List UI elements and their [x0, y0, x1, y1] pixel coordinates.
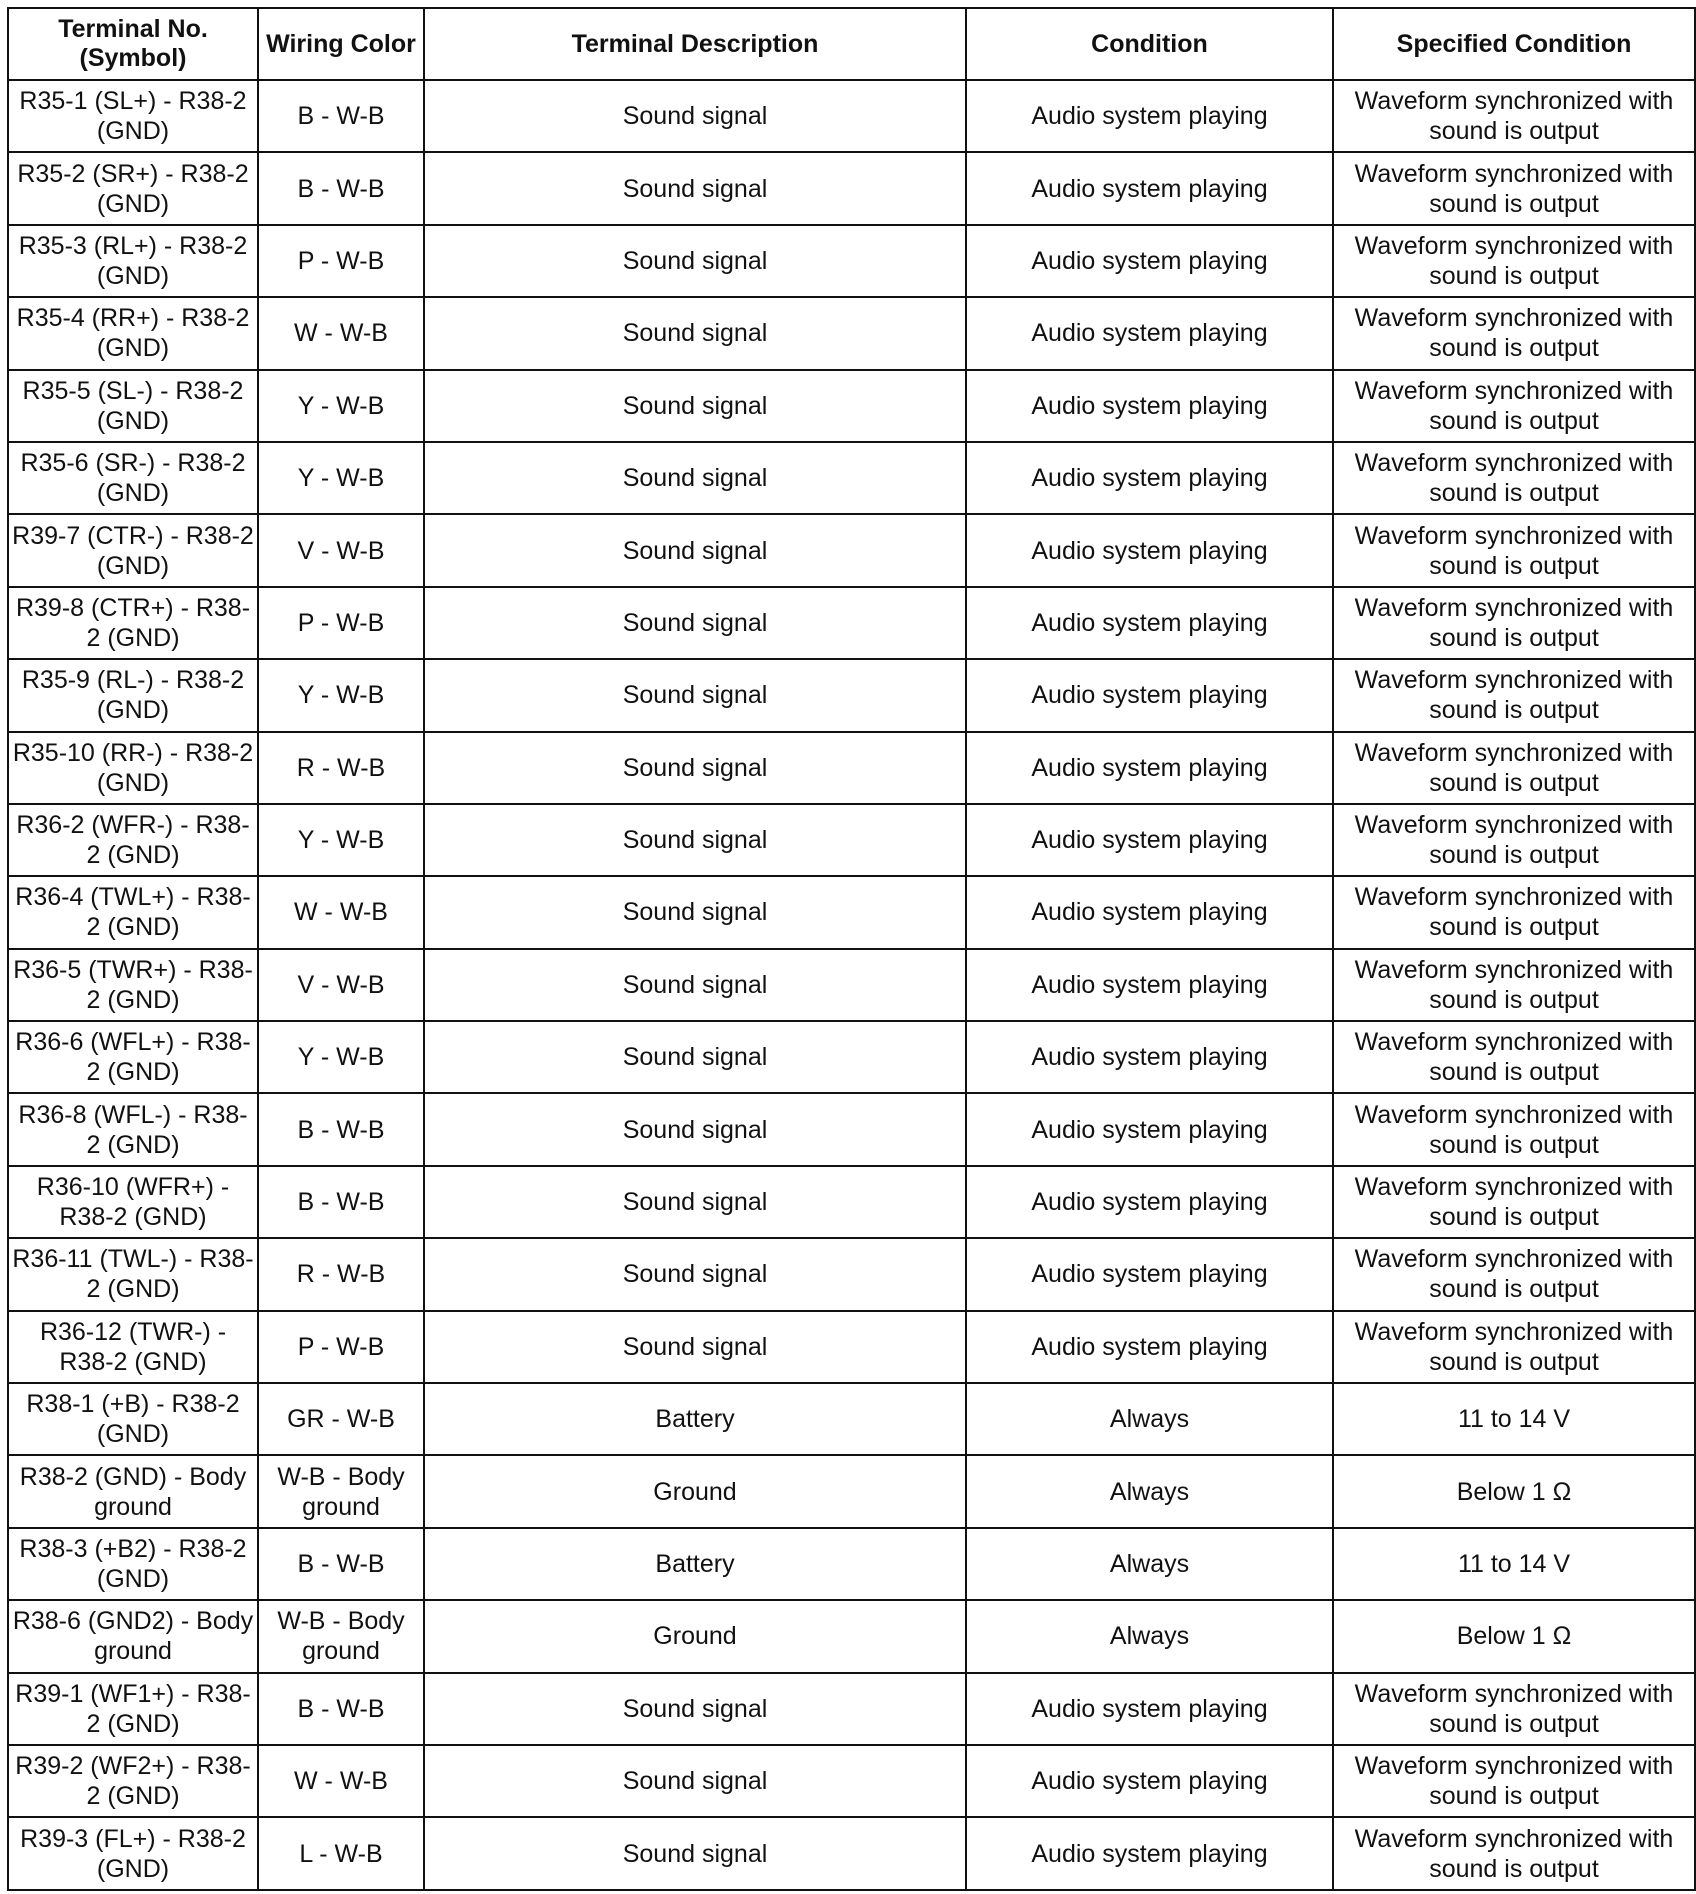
- specified-condition-cell: Waveform synchronized with sound is output: [1333, 1093, 1695, 1165]
- wiring-color-cell: L - W-B: [258, 1817, 424, 1889]
- terminal-description-cell: Sound signal: [424, 659, 966, 731]
- terminal-description-cell: Sound signal: [424, 1238, 966, 1310]
- terminal-description-cell: Sound signal: [424, 587, 966, 659]
- table-row: [8, 297, 1695, 369]
- terminal-description-cell: Sound signal: [424, 1021, 966, 1093]
- terminal-description-cell: Battery: [424, 1528, 966, 1600]
- specified-condition-cell: Waveform synchronized with sound is output: [1333, 732, 1695, 804]
- table-row: [8, 732, 1695, 804]
- specified-condition-cell: Waveform synchronized with sound is output: [1333, 876, 1695, 948]
- wiring-color-cell: Y - W-B: [258, 1021, 424, 1093]
- terminal-no-cell: R36-11 (TWL-) - R38-2 (GND): [8, 1238, 258, 1310]
- table-row: [8, 225, 1695, 297]
- specified-condition-cell: 11 to 14 V: [1333, 1383, 1695, 1455]
- specified-condition-cell: Waveform synchronized with sound is output: [1333, 152, 1695, 224]
- table-row: [8, 1817, 1695, 1889]
- condition-cell: Audio system playing: [966, 514, 1333, 586]
- table-row: [8, 370, 1695, 442]
- terminal-description-cell: Sound signal: [424, 1817, 966, 1889]
- wiring-color-cell: Y - W-B: [258, 442, 424, 514]
- condition-cell: Audio system playing: [966, 1093, 1333, 1165]
- condition-cell: Audio system playing: [966, 732, 1333, 804]
- specified-condition-cell: Waveform synchronized with sound is output: [1333, 80, 1695, 152]
- table-row: [8, 1745, 1695, 1817]
- table-row: [8, 1093, 1695, 1165]
- terminal-no-cell: R39-2 (WF2+) - R38-2 (GND): [8, 1745, 258, 1817]
- terminal-description-cell: Sound signal: [424, 1311, 966, 1383]
- specified-condition-cell: Below 1 Ω: [1333, 1455, 1695, 1527]
- terminal-description-cell: Sound signal: [424, 225, 966, 297]
- wiring-color-cell: Y - W-B: [258, 370, 424, 442]
- header-specified-condition: Specified Condition: [1333, 8, 1695, 80]
- wiring-color-cell: GR - W-B: [258, 1383, 424, 1455]
- terminal-no-cell: R38-1 (+B) - R38-2 (GND): [8, 1383, 258, 1455]
- wiring-color-cell: P - W-B: [258, 225, 424, 297]
- wiring-color-cell: B - W-B: [258, 1673, 424, 1745]
- terminal-description-cell: Battery: [424, 1383, 966, 1455]
- wiring-color-cell: V - W-B: [258, 514, 424, 586]
- specified-condition-cell: Waveform synchronized with sound is output: [1333, 1817, 1695, 1889]
- header-wiring-color: Wiring Color: [258, 8, 424, 80]
- specified-condition-cell: Waveform synchronized with sound is output: [1333, 1673, 1695, 1745]
- condition-cell: Audio system playing: [966, 1817, 1333, 1889]
- specified-condition-cell: Waveform synchronized with sound is output: [1333, 804, 1695, 876]
- table-row: [8, 1311, 1695, 1383]
- condition-cell: Always: [966, 1455, 1333, 1527]
- terminal-no-cell: R36-4 (TWL+) - R38-2 (GND): [8, 876, 258, 948]
- condition-cell: Audio system playing: [966, 80, 1333, 152]
- header-terminal-no: Terminal No. (Symbol): [8, 8, 258, 80]
- specified-condition-cell: Waveform synchronized with sound is output: [1333, 297, 1695, 369]
- table-row: [8, 442, 1695, 514]
- wiring-color-cell: W - W-B: [258, 1745, 424, 1817]
- table-row: [8, 1021, 1695, 1093]
- header-condition: Condition: [966, 8, 1333, 80]
- condition-cell: Audio system playing: [966, 949, 1333, 1021]
- specified-condition-cell: Waveform synchronized with sound is output: [1333, 1745, 1695, 1817]
- condition-cell: Audio system playing: [966, 1311, 1333, 1383]
- wiring-color-cell: P - W-B: [258, 1311, 424, 1383]
- specified-condition-cell: Waveform synchronized with sound is output: [1333, 1311, 1695, 1383]
- condition-cell: Audio system playing: [966, 370, 1333, 442]
- terminal-no-cell: R36-6 (WFL+) - R38-2 (GND): [8, 1021, 258, 1093]
- terminal-no-cell: R36-10 (WFR+) - R38-2 (GND): [8, 1166, 258, 1238]
- condition-cell: Audio system playing: [966, 876, 1333, 948]
- table-row: [8, 659, 1695, 731]
- specified-condition-cell: Waveform synchronized with sound is output: [1333, 949, 1695, 1021]
- terminal-inspection-table: [7, 7, 1696, 1891]
- table-row: [8, 1673, 1695, 1745]
- terminal-no-cell: R35-4 (RR+) - R38-2 (GND): [8, 297, 258, 369]
- wiring-color-cell: W-B - Body ground: [258, 1600, 424, 1672]
- table-body: [8, 80, 1695, 1890]
- table-row: [8, 152, 1695, 224]
- condition-cell: Audio system playing: [966, 1673, 1333, 1745]
- terminal-description-cell: Sound signal: [424, 1093, 966, 1165]
- terminal-no-cell: R35-1 (SL+) - R38-2 (GND): [8, 80, 258, 152]
- condition-cell: Audio system playing: [966, 442, 1333, 514]
- terminal-no-cell: R35-10 (RR-) - R38-2 (GND): [8, 732, 258, 804]
- specified-condition-cell: Waveform synchronized with sound is output: [1333, 587, 1695, 659]
- header-terminal-description: Terminal Description: [424, 8, 966, 80]
- wiring-color-cell: W - W-B: [258, 297, 424, 369]
- wiring-color-cell: B - W-B: [258, 1166, 424, 1238]
- header-row: [8, 8, 1695, 80]
- specified-condition-cell: Waveform synchronized with sound is output: [1333, 659, 1695, 731]
- table-row: [8, 1600, 1695, 1672]
- terminal-no-cell: R38-3 (+B2) - R38-2 (GND): [8, 1528, 258, 1600]
- terminal-description-cell: Sound signal: [424, 1745, 966, 1817]
- terminal-description-cell: Ground: [424, 1455, 966, 1527]
- terminal-description-cell: Sound signal: [424, 442, 966, 514]
- terminal-description-cell: Sound signal: [424, 80, 966, 152]
- condition-cell: Audio system playing: [966, 297, 1333, 369]
- wiring-color-cell: Y - W-B: [258, 804, 424, 876]
- condition-cell: Always: [966, 1528, 1333, 1600]
- wiring-color-cell: B - W-B: [258, 152, 424, 224]
- condition-cell: Audio system playing: [966, 225, 1333, 297]
- condition-cell: Always: [966, 1383, 1333, 1455]
- condition-cell: Audio system playing: [966, 804, 1333, 876]
- terminal-description-cell: Sound signal: [424, 152, 966, 224]
- terminal-no-cell: R36-5 (TWR+) - R38-2 (GND): [8, 949, 258, 1021]
- terminal-description-cell: Ground: [424, 1600, 966, 1672]
- terminal-no-cell: R36-2 (WFR-) - R38-2 (GND): [8, 804, 258, 876]
- wiring-color-cell: R - W-B: [258, 732, 424, 804]
- condition-cell: Audio system playing: [966, 1166, 1333, 1238]
- wiring-color-cell: B - W-B: [258, 1093, 424, 1165]
- terminal-no-cell: R39-8 (CTR+) - R38-2 (GND): [8, 587, 258, 659]
- table-row: [8, 1383, 1695, 1455]
- specified-condition-cell: 11 to 14 V: [1333, 1528, 1695, 1600]
- terminal-no-cell: R38-6 (GND2) - Body ground: [8, 1600, 258, 1672]
- wiring-color-cell: Y - W-B: [258, 659, 424, 731]
- specified-condition-cell: Waveform synchronized with sound is output: [1333, 442, 1695, 514]
- condition-cell: Always: [966, 1600, 1333, 1672]
- wiring-color-cell: R - W-B: [258, 1238, 424, 1310]
- terminal-no-cell: R39-3 (FL+) - R38-2 (GND): [8, 1817, 258, 1889]
- condition-cell: Audio system playing: [966, 152, 1333, 224]
- specified-condition-cell: Waveform synchronized with sound is output: [1333, 1238, 1695, 1310]
- condition-cell: Audio system playing: [966, 1238, 1333, 1310]
- wiring-color-cell: B - W-B: [258, 80, 424, 152]
- terminal-no-cell: R36-8 (WFL-) - R38-2 (GND): [8, 1093, 258, 1165]
- table-row: [8, 514, 1695, 586]
- table-row: [8, 949, 1695, 1021]
- wiring-color-cell: B - W-B: [258, 1528, 424, 1600]
- condition-cell: Audio system playing: [966, 1021, 1333, 1093]
- terminal-description-cell: Sound signal: [424, 1166, 966, 1238]
- terminal-description-cell: Sound signal: [424, 370, 966, 442]
- terminal-description-cell: Sound signal: [424, 297, 966, 369]
- specified-condition-cell: Waveform synchronized with sound is output: [1333, 370, 1695, 442]
- terminal-no-cell: R35-6 (SR-) - R38-2 (GND): [8, 442, 258, 514]
- terminal-no-cell: R35-2 (SR+) - R38-2 (GND): [8, 152, 258, 224]
- table-row: [8, 1528, 1695, 1600]
- terminal-description-cell: Sound signal: [424, 514, 966, 586]
- specified-condition-cell: Below 1 Ω: [1333, 1600, 1695, 1672]
- terminal-description-cell: Sound signal: [424, 949, 966, 1021]
- table-row: [8, 1455, 1695, 1527]
- terminal-description-cell: Sound signal: [424, 1673, 966, 1745]
- wiring-color-cell: W - W-B: [258, 876, 424, 948]
- table-row: [8, 1238, 1695, 1310]
- terminal-description-cell: Sound signal: [424, 876, 966, 948]
- wiring-color-cell: W-B - Body ground: [258, 1455, 424, 1527]
- terminal-no-cell: R39-1 (WF1+) - R38-2 (GND): [8, 1673, 258, 1745]
- specified-condition-cell: Waveform synchronized with sound is output: [1333, 1021, 1695, 1093]
- terminal-no-cell: R35-5 (SL-) - R38-2 (GND): [8, 370, 258, 442]
- specified-condition-cell: Waveform synchronized with sound is output: [1333, 1166, 1695, 1238]
- wiring-color-cell: P - W-B: [258, 587, 424, 659]
- condition-cell: Audio system playing: [966, 659, 1333, 731]
- terminal-description-cell: Sound signal: [424, 732, 966, 804]
- table-row: [8, 876, 1695, 948]
- wiring-color-cell: V - W-B: [258, 949, 424, 1021]
- table-row: [8, 587, 1695, 659]
- specified-condition-cell: Waveform synchronized with sound is output: [1333, 225, 1695, 297]
- condition-cell: Audio system playing: [966, 1745, 1333, 1817]
- terminal-no-cell: R35-9 (RL-) - R38-2 (GND): [8, 659, 258, 731]
- condition-cell: Audio system playing: [966, 587, 1333, 659]
- specified-condition-cell: Waveform synchronized with sound is output: [1333, 514, 1695, 586]
- table-row: [8, 1166, 1695, 1238]
- terminal-no-cell: R38-2 (GND) - Body ground: [8, 1455, 258, 1527]
- terminal-no-cell: R36-12 (TWR-) - R38-2 (GND): [8, 1311, 258, 1383]
- terminal-no-cell: R39-7 (CTR-) - R38-2 (GND): [8, 514, 258, 586]
- terminal-description-cell: Sound signal: [424, 804, 966, 876]
- table-row: [8, 804, 1695, 876]
- table-row: [8, 80, 1695, 152]
- terminal-no-cell: R35-3 (RL+) - R38-2 (GND): [8, 225, 258, 297]
